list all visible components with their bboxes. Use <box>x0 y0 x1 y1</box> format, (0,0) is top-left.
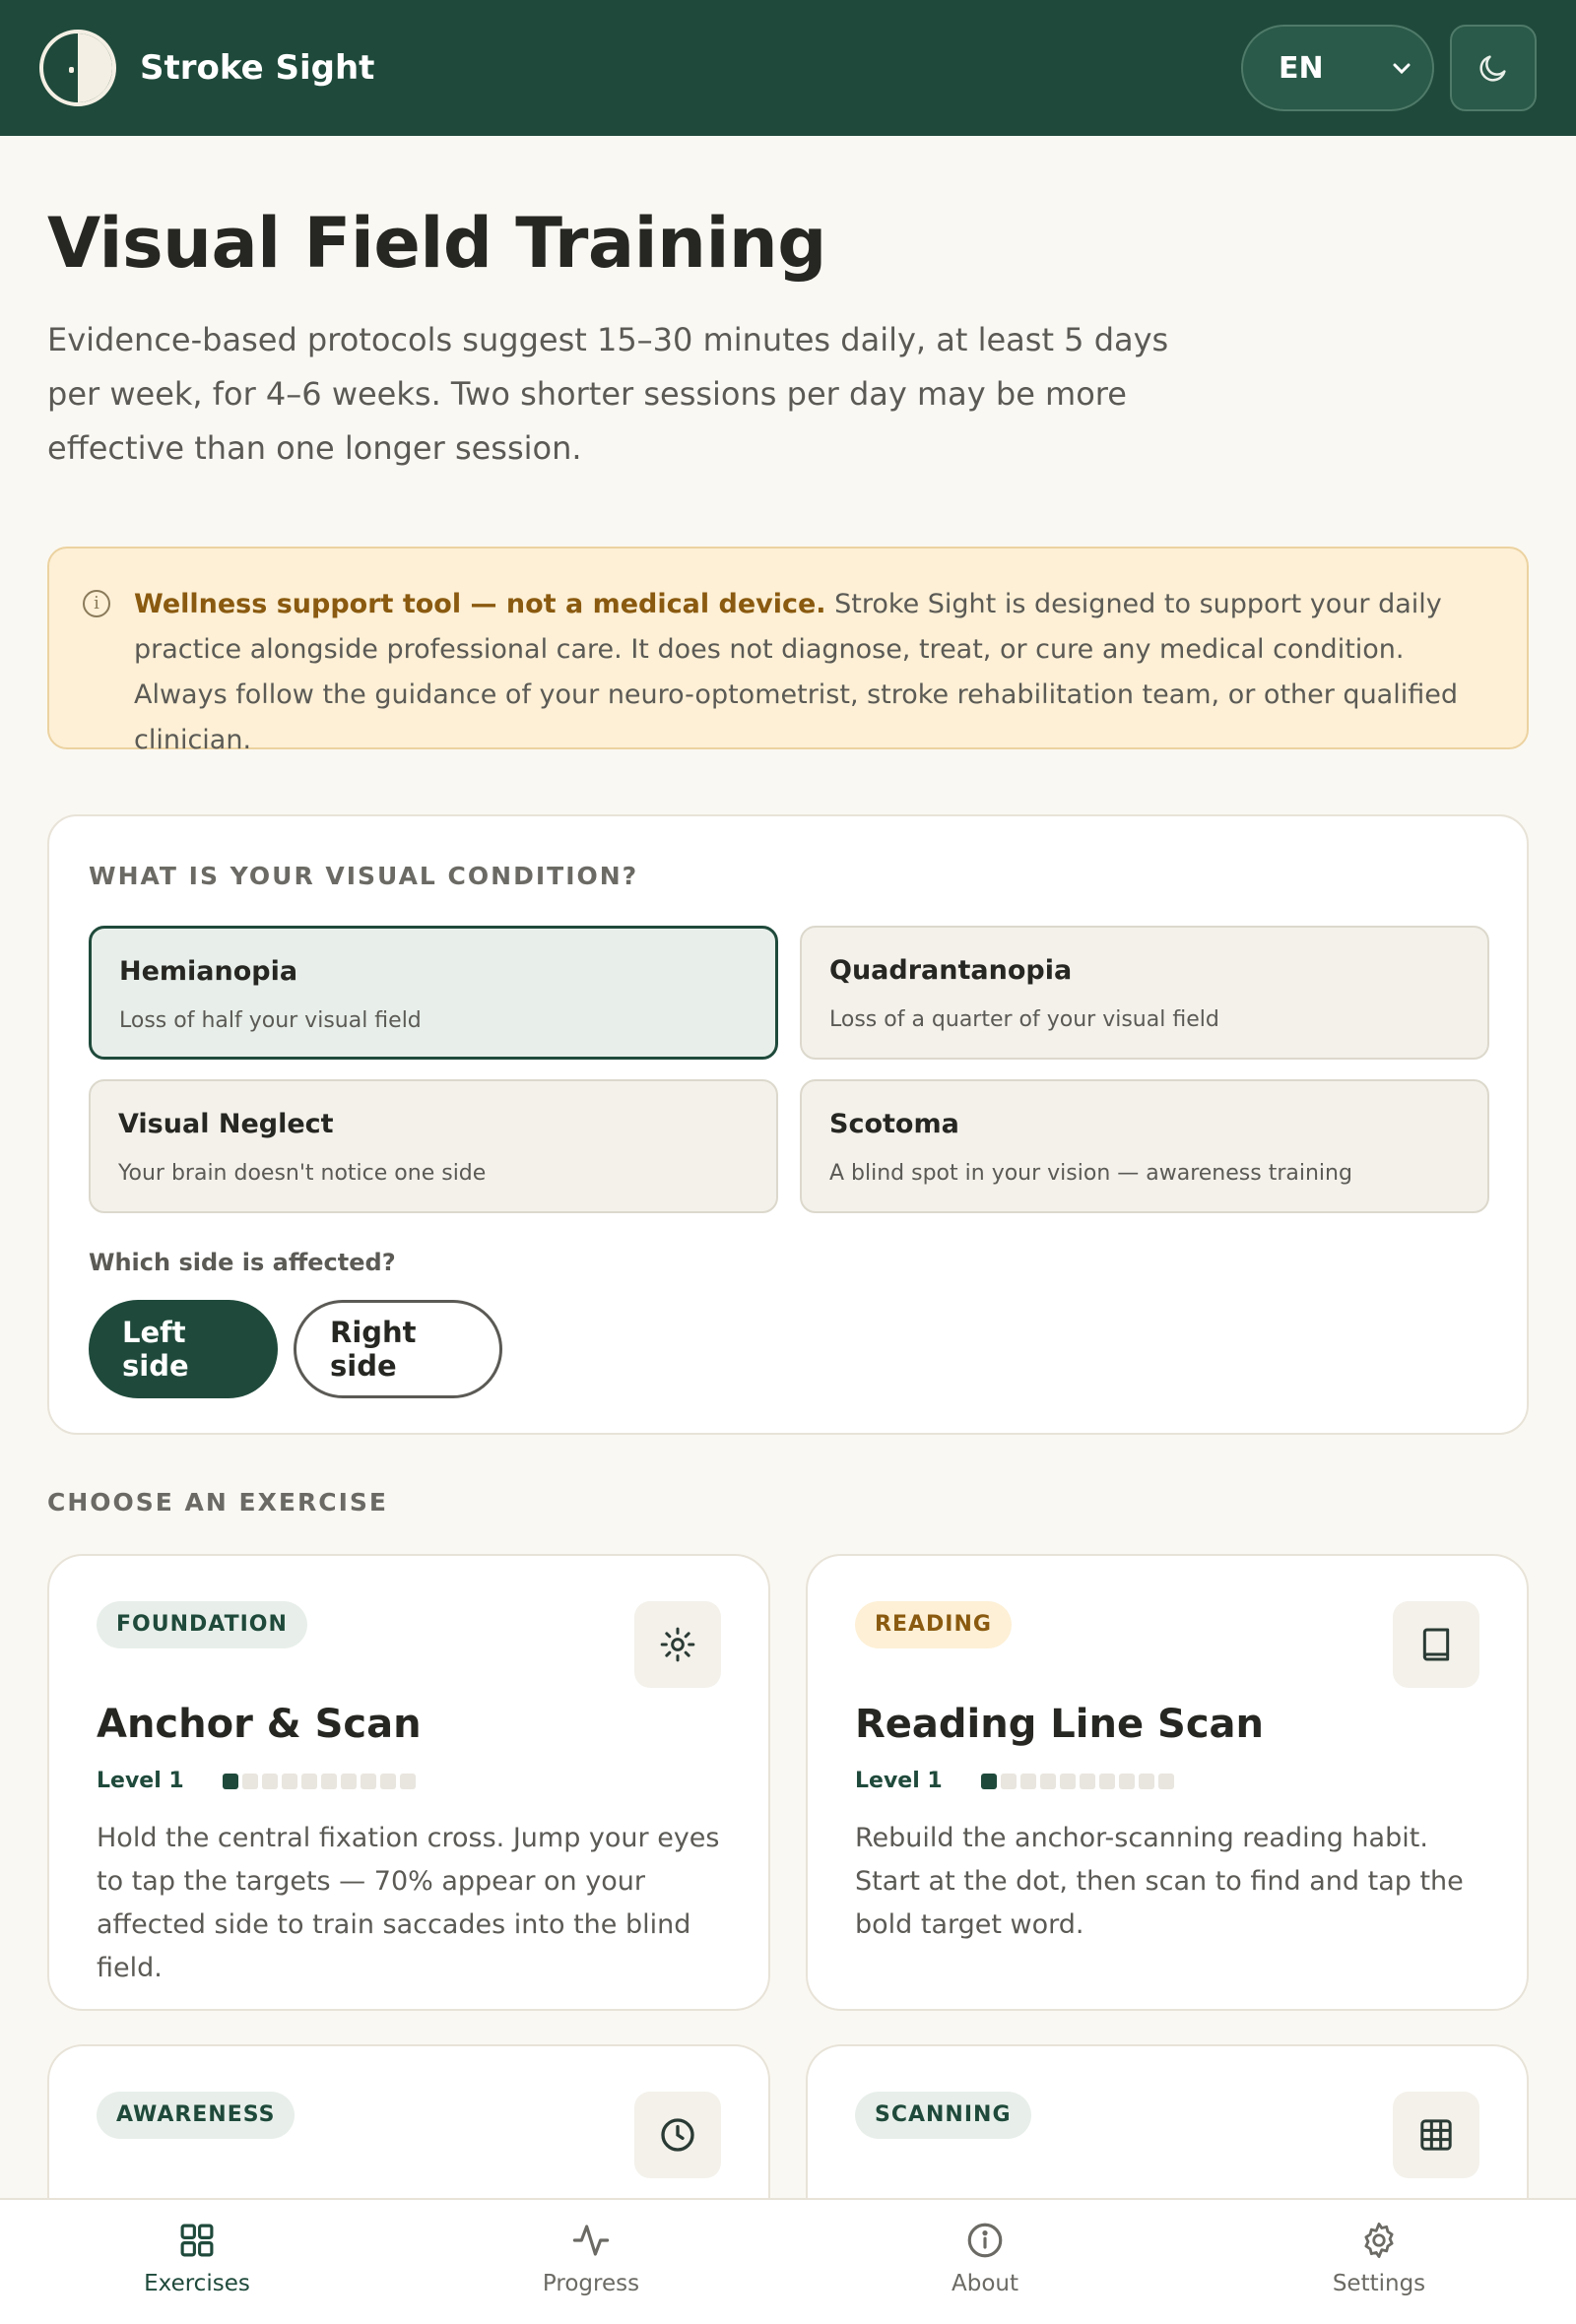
exercise-tag: SCANNING <box>855 2092 1031 2139</box>
condition-option-scotoma[interactable] <box>800 1079 1489 1213</box>
bottom-navigation <box>0 2198 1576 2324</box>
level-dot <box>400 1774 416 1789</box>
exercise-title: Reading Line Scan <box>855 1702 1265 1747</box>
disclaimer-strong: Wellness support tool — not a medical device. <box>134 589 826 619</box>
sun-icon <box>634 1601 721 1688</box>
main-content <box>47 136 1529 2212</box>
level-dot <box>380 1774 396 1789</box>
level-dot <box>1158 1774 1174 1789</box>
level-dot <box>981 1774 997 1789</box>
moon-icon <box>1477 51 1510 85</box>
level-dot <box>1099 1774 1115 1789</box>
disclaimer-text: Stroke Sight is designed to support your daily practice alongside professional care. It does not diagnose, treat, or cure any medical condition. Always follow the guidance of your neuro-optometrist, stroke rehabilitation team, or other qualified clinician. <box>134 589 1458 755</box>
level-dot <box>1119 1774 1135 1789</box>
condition-name: Quadrantanopia <box>829 955 1073 986</box>
level-dot <box>301 1774 317 1789</box>
brand-name: Stroke Sight <box>140 48 375 88</box>
exercise-card-awareness[interactable] <box>47 2044 770 2212</box>
condition-desc: Loss of a quarter of your visual field <box>829 1007 1219 1032</box>
nav-exercises[interactable] <box>0 2200 394 2324</box>
info-icon: i <box>83 590 110 617</box>
nav-label: About <box>951 2271 1018 2296</box>
side-question: Which side is affected? <box>89 1249 396 1276</box>
level-dot <box>321 1774 337 1789</box>
book-icon <box>1393 1601 1479 1688</box>
level-dot <box>1139 1774 1154 1789</box>
exercise-title: Anchor & Scan <box>97 1702 422 1747</box>
exercise-desc: Rebuild the anchor-scanning reading habit. Start at the dot, then scan to find and tap the bold target word. <box>855 1823 1464 1940</box>
condition-name: Hemianopia <box>119 956 298 987</box>
language-value: EN <box>1279 50 1324 86</box>
level-progress <box>981 1774 1174 1789</box>
exercise-card-scanning[interactable] <box>806 2044 1529 2212</box>
left-side-button[interactable]: Left side <box>89 1300 278 1398</box>
condition-option-quadrantanopia[interactable] <box>800 926 1489 1060</box>
exercise-level: Level 1 <box>97 1769 184 1793</box>
info-icon <box>964 2220 1006 2261</box>
grid-icon <box>1393 2092 1479 2178</box>
condition-label: WHAT IS YOUR VISUAL CONDITION? <box>89 862 639 890</box>
exercise-tag: FOUNDATION <box>97 1601 307 1648</box>
level-dot <box>282 1774 297 1789</box>
nav-label: Progress <box>542 2271 640 2296</box>
nav-label: Exercises <box>144 2271 250 2296</box>
top-bar <box>0 0 1576 136</box>
condition-card <box>47 814 1529 1435</box>
level-dot <box>1001 1774 1017 1789</box>
nav-about[interactable] <box>788 2200 1182 2324</box>
exercise-tag: AWARENESS <box>97 2092 295 2139</box>
right-side-button[interactable]: Right side <box>294 1300 502 1398</box>
level-dot <box>1020 1774 1036 1789</box>
condition-option-visual-neglect[interactable] <box>89 1079 778 1213</box>
page-title: Visual Field Training <box>47 203 826 284</box>
gear-icon <box>1358 2220 1400 2261</box>
condition-desc: A blind spot in your vision — awareness training <box>829 1161 1352 1186</box>
language-select[interactable] <box>1241 25 1434 111</box>
clock-icon <box>634 2092 721 2178</box>
exercise-section-label: CHOOSE AN EXERCISE <box>47 1488 388 1517</box>
condition-option-hemianopia[interactable] <box>89 926 778 1060</box>
level-dot <box>341 1774 357 1789</box>
condition-name: Scotoma <box>829 1109 959 1139</box>
activity-icon <box>570 2220 612 2261</box>
exercise-tag: READING <box>855 1601 1012 1648</box>
exercise-card-anchor-scan[interactable] <box>47 1554 770 2011</box>
exercise-level: Level 1 <box>855 1769 943 1793</box>
nav-settings[interactable] <box>1182 2200 1576 2324</box>
chevron-down-icon <box>1393 56 1411 81</box>
intro-text: Evidence-based protocols suggest 15–30 minutes daily, at least 5 days per week, for 4–6 weeks. Two shorter sessions per day may be more effective than one longer session. <box>47 321 1169 467</box>
theme-toggle-button[interactable] <box>1450 25 1537 111</box>
exercise-card-reading-line-scan[interactable] <box>806 1554 1529 2011</box>
condition-desc: Your brain doesn't notice one side <box>118 1161 487 1186</box>
level-progress <box>223 1774 416 1789</box>
condition-name: Visual Neglect <box>118 1109 334 1139</box>
level-dot <box>223 1774 238 1789</box>
nav-progress[interactable] <box>394 2200 788 2324</box>
level-dot <box>242 1774 258 1789</box>
level-dot <box>1080 1774 1095 1789</box>
condition-desc: Loss of half your visual field <box>119 1008 422 1033</box>
level-dot <box>1060 1774 1076 1789</box>
exercise-desc: Hold the central fixation cross. Jump your eyes to tap the targets — 70% appear on your affected side to train saccades into the blind field. <box>97 1823 720 1983</box>
logo-icon <box>39 30 116 106</box>
level-dot <box>361 1774 376 1789</box>
nav-label: Settings <box>1332 2271 1426 2296</box>
level-dot <box>1040 1774 1056 1789</box>
medical-disclaimer <box>47 547 1529 755</box>
grid-icon <box>176 2220 218 2261</box>
level-dot <box>262 1774 278 1789</box>
